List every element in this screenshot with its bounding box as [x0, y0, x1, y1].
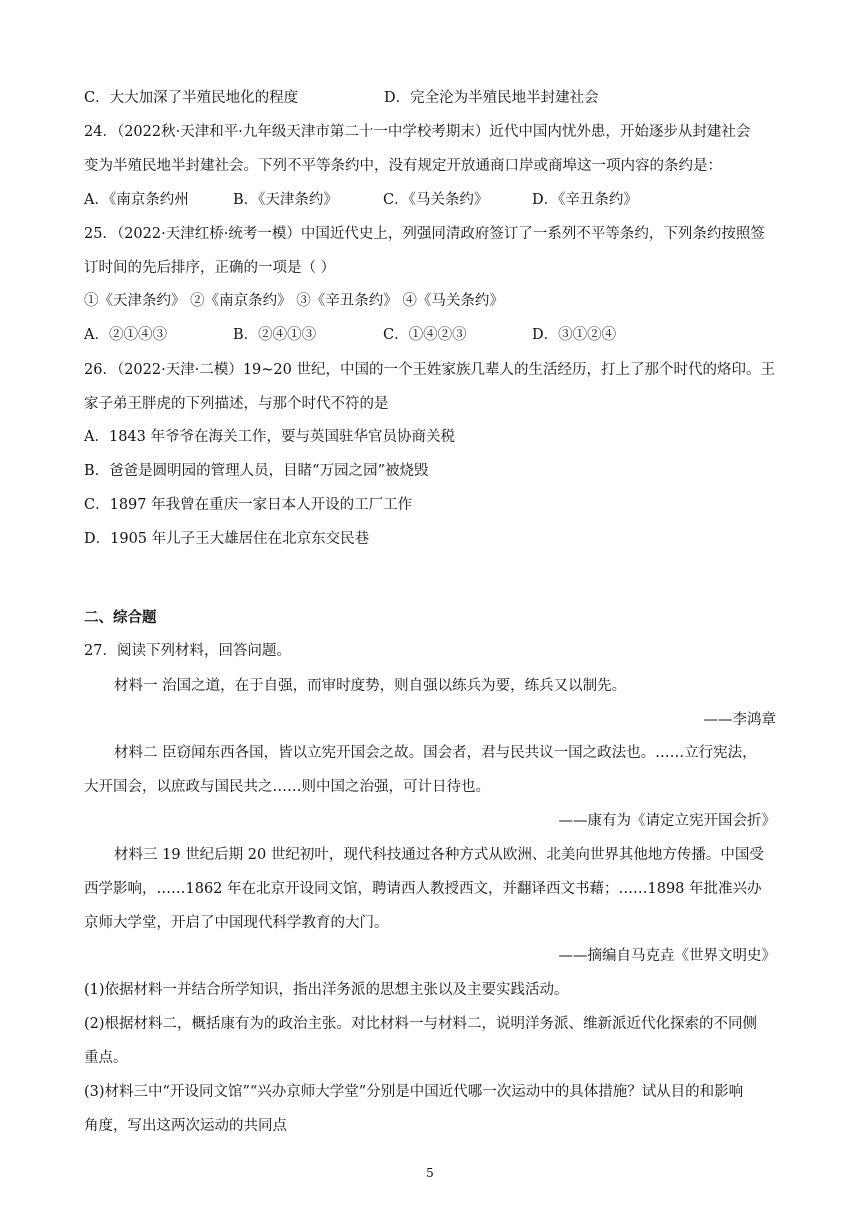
q26-option-b: B．爸爸是圆明园的管理人员，目睹“万园之园”被烧毁 [84, 463, 429, 479]
q24-stem-line2: 变为半殖民地半封建社会。下列不平等条约中，没有规定开放通商口岸或商埠这一项内容的条约是： [84, 158, 722, 174]
q24-option-d: D．《辛丑条约》 [532, 192, 638, 208]
q27-material-2-source: ——康有为《请定立宪开国会折》 [558, 813, 776, 829]
q25-option-c: C．①④②③ [383, 327, 467, 343]
q27-subquestion-1: (1)依据材料一并结合所学知识，指出洋务派的思想主张以及主要实践活动。 [84, 982, 569, 998]
q27-material-3-line1: 材料三 19 世纪后期 20 世纪初叶，现代科技通过各种方式从欧洲、北美向世界其他地方传播。中国受 [114, 847, 764, 863]
q23-option-c: C．大大加深了半殖民地化的程度 [84, 90, 299, 106]
q26-option-c: C．1897 年我曾在重庆一家日本人开设的工厂工作 [84, 497, 413, 513]
q27-material-3-source: ——摘编自马克垚《世界文明史》 [558, 948, 776, 964]
q27-subquestion-2-line1: (2)根据材料二，概括康有为的政治主张。对比材料一与材料二，说明洋务派、维新派近代化探索的不同侧 [84, 1016, 758, 1032]
q24-option-a: A．《南京条约州 [84, 192, 189, 208]
q26-stem-line1: 26．（2022·天津·二模）19~20 世纪，中国的一个王姓家族几辈人的生活经历，打上了那个时代的烙印。王 [84, 362, 775, 378]
q25-option-d: D．③①②④ [532, 327, 617, 343]
q27-material-3-line3: 京师大学堂，开启了中国现代科学教育的大门。 [84, 915, 389, 931]
q27-subquestion-3-line1: (3)材料三中“开设同文馆”“兴办京师大学堂”分别是中国近代哪一次运动中的具体措施？试从目的和影响 [84, 1084, 744, 1100]
q27-material-3-line2: 西学影响，……1862 年在北京开设同文馆，聘请西人教授西文，并翻译西文书藉；……1898 年批准兴办 [84, 881, 762, 897]
q24-option-c: C．《马关条约》 [383, 192, 489, 208]
q25-items: ①《天津条约》 ②《南京条约》 ③《辛丑条约》 ④《马关条约》 [84, 293, 504, 309]
q24-stem-line1: 24．（2022秋·天津和平·九年级天津市第二十一中学校考期末）近代中国内忧外患，开始逐步从封建社会 [84, 124, 751, 140]
q27-material-2-line1: 材料二 臣窃闻东西各国，皆以立宪开国会之故。国会者，君与民共议一国之政法也。……立行宪法， [114, 745, 757, 761]
q27-subquestion-3-line2: 角度，写出这两次运动的共同点 [84, 1118, 287, 1134]
q25-stem-line2: 订时间的先后排序，正确的一项是（ ） [84, 260, 336, 276]
q23-option-d: D．完全沦为半殖民地半封建社会 [384, 90, 599, 106]
page-number: 5 [426, 1166, 434, 1180]
q25-option-b: B．②④①③ [233, 327, 317, 343]
q25-stem-line1: 25．（2022·天津红桥·统考一模）中国近代史上，列强同清政府签订了一系列不平等条约，下列条约按照签 [84, 226, 765, 242]
q27-material-2-line2: 大开国会，以庶政与国民共之……则中国之治强，可计日待也。 [84, 779, 490, 795]
q27-material-1: 材料一 治国之道，在于自强，而审时度势，则自强以练兵为要，练兵又以制先。 [114, 678, 627, 694]
section-title: 二、综合题 [84, 609, 157, 626]
q26-stem-line2: 家子弟王胖虎的下列描述，与那个时代不符的是 [84, 396, 389, 412]
q27-stem: 27．阅读下列材料，回答问题。 [84, 643, 291, 659]
q24-option-b: B．《天津条约》 [233, 192, 338, 208]
q26-option-d: D．1905 年儿子王大雄居住在北京东交民巷 [84, 531, 370, 547]
q26-option-a: A．1843 年爷爷在海关工作，要与英国驻华官员协商关税 [84, 429, 455, 445]
q27-material-1-source: ——李鸿章 [703, 712, 776, 728]
q27-subquestion-2-line2: 重点。 [84, 1050, 128, 1066]
q25-option-a: A．②①④③ [84, 327, 167, 343]
